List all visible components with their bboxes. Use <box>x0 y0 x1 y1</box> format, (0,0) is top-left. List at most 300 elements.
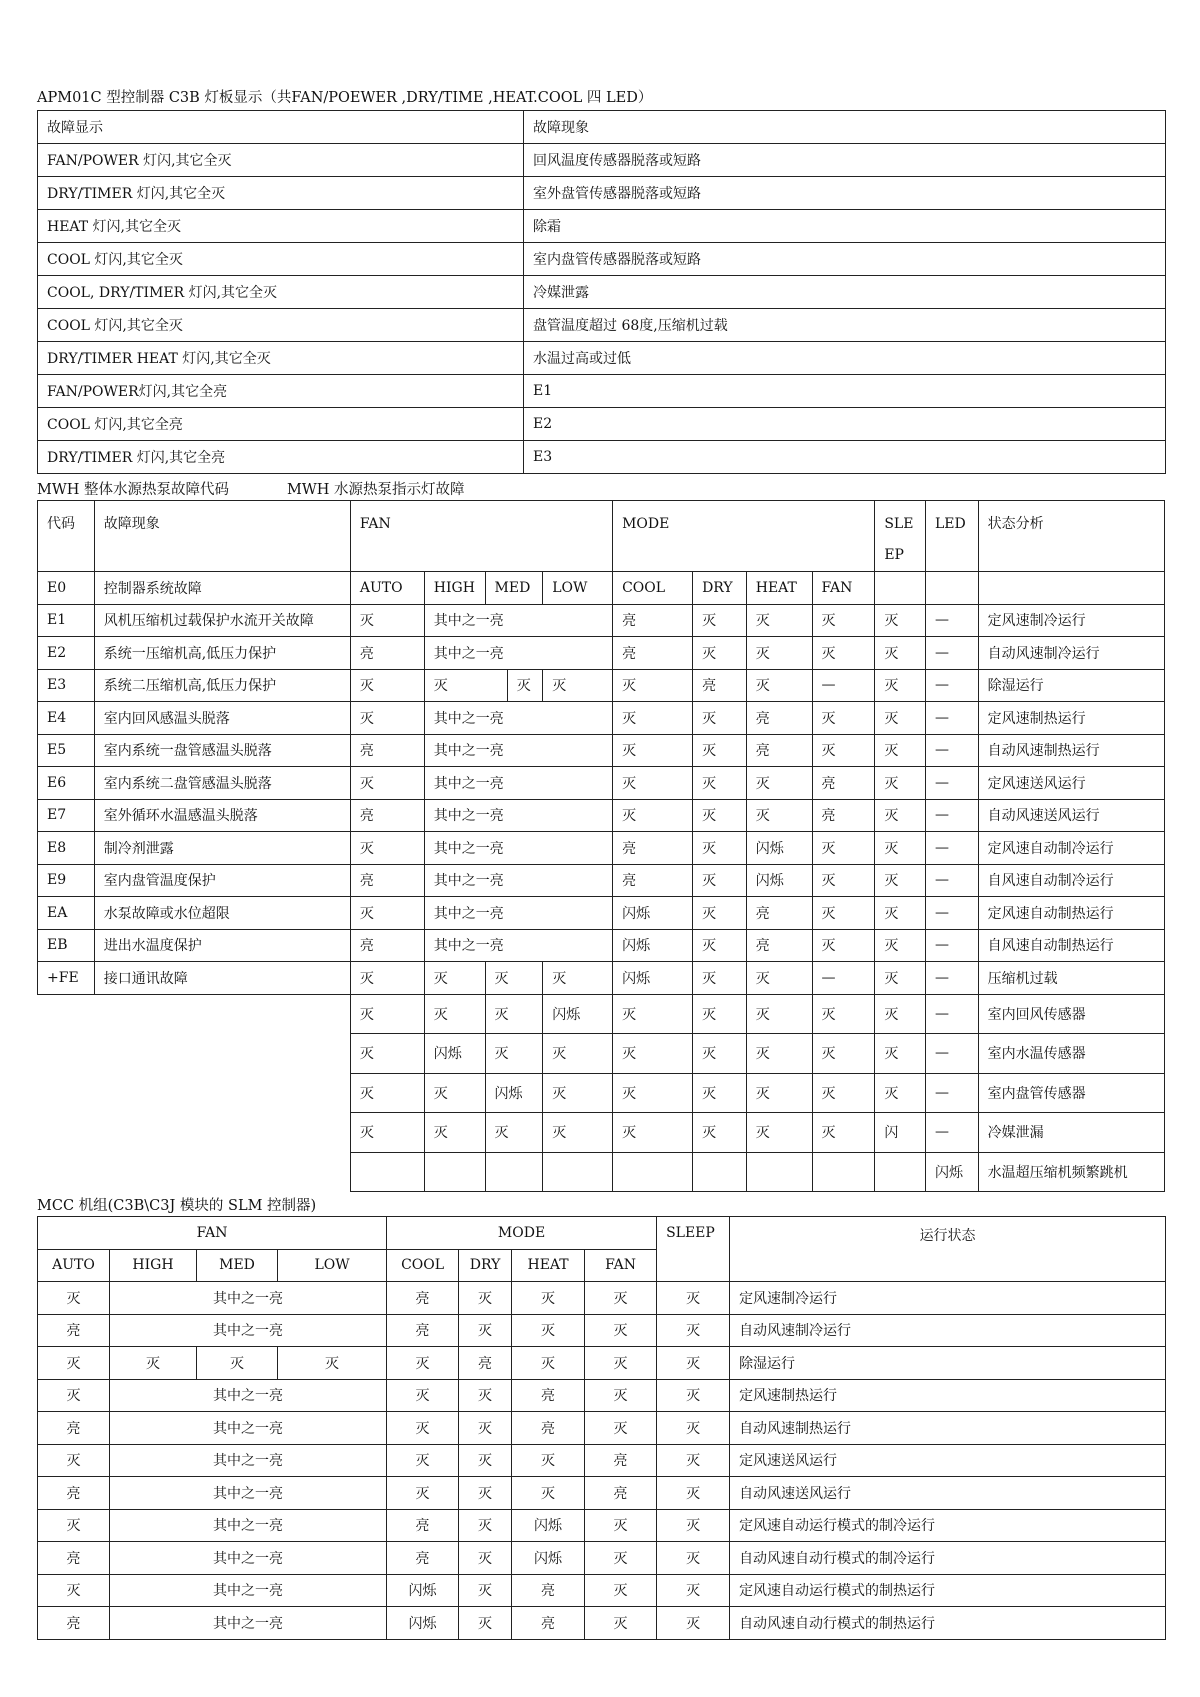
cell-code: E0 <box>38 572 95 605</box>
cell-mode-dry: 灭 <box>459 1574 512 1607</box>
cell-mode-dry: 灭 <box>459 1379 512 1412</box>
cell-mode-dry: 灭 <box>693 832 747 865</box>
cell-code: +FE <box>38 962 95 995</box>
cell-fault-phenomenon: 水温过高或过低 <box>524 342 1166 375</box>
cell-sleep: 灭 <box>875 1034 926 1074</box>
cell-mode-cool: 灭 <box>613 669 693 702</box>
table-header-row <box>38 111 1166 144</box>
cell-fan-speed: 其中之一亮 <box>110 1412 387 1445</box>
cell-status: 定风速制冷运行 <box>730 1282 1166 1315</box>
cell-fan-speed: 其中之一亮 <box>110 1542 387 1575</box>
table-row <box>38 994 1165 1034</box>
mcc-status-table <box>37 1216 1166 1640</box>
cell-mode-fan: 灭 <box>812 1073 875 1113</box>
cell-fan-auto: 亮 <box>350 734 424 767</box>
sub-header-med: MED <box>485 572 543 605</box>
col-header-fault-phenomenon: 故障现象 <box>524 111 1166 144</box>
cell-mode-fan: 灭 <box>812 994 875 1034</box>
cell-led: — <box>925 864 978 897</box>
table-row <box>38 962 1165 995</box>
cell-analysis: 自风速自动制热运行 <box>978 929 1164 962</box>
sub-header-heat: HEAT <box>512 1249 585 1282</box>
cell-fan-low: 闪烁 <box>543 994 613 1034</box>
cell-mode-fan: — <box>812 669 875 702</box>
cell-phenomenon: 制冷剂泄露 <box>94 832 350 865</box>
col-header-fault-display: 故障显示 <box>38 111 524 144</box>
cell-fault-display: COOL 灯闪,其它全亮 <box>38 408 524 441</box>
cell-sleep: 灭 <box>875 669 926 702</box>
cell-mode-heat: 灭 <box>512 1444 585 1477</box>
sub-header-dry: DRY <box>459 1249 512 1282</box>
table-row <box>38 1607 1166 1640</box>
cell-mode-heat: 灭 <box>746 767 812 800</box>
cell-mode-fan: 灭 <box>585 1509 657 1542</box>
cell-code: E2 <box>38 637 95 670</box>
table-row <box>38 604 1165 637</box>
sub-header-auto: AUTO <box>38 1249 110 1282</box>
cell-fan-auto: 亮 <box>350 799 424 832</box>
cell-mode-cool: 亮 <box>387 1314 459 1347</box>
cell-code: E3 <box>38 669 95 702</box>
cell-mode-cool <box>613 1152 693 1192</box>
col-header-status: 运行状态 <box>730 1217 1166 1282</box>
cell-sleep: 灭 <box>875 637 926 670</box>
cell-fan-auto: 灭 <box>350 604 424 637</box>
cell-mode-dry: 灭 <box>693 1073 747 1113</box>
cell-analysis: 定风速送风运行 <box>978 767 1164 800</box>
cell-mode-heat: 亮 <box>746 897 812 930</box>
cell-mode-fan: 灭 <box>585 1542 657 1575</box>
cell-code: EA <box>38 897 95 930</box>
table-row <box>38 1282 1166 1315</box>
cell-mode-cool: 亮 <box>613 832 693 865</box>
cell-mode-dry: 灭 <box>693 702 747 735</box>
cell-mode-fan: 灭 <box>812 1034 875 1074</box>
cell-mode-dry: 灭 <box>693 734 747 767</box>
col-header-sleep: SLEEP <box>657 1217 730 1282</box>
cell-code: EB <box>38 929 95 962</box>
cell-mode-dry: 灭 <box>693 799 747 832</box>
cell-mode-fan: 灭 <box>812 832 875 865</box>
cell-mode-heat: 灭 <box>746 1034 812 1074</box>
col-header-led: LED <box>925 501 978 572</box>
cell-fan-speed: 其中之一亮 <box>110 1444 387 1477</box>
cell-phenomenon: 室外循环水温感温头脱落 <box>94 799 350 832</box>
cell-phenomenon: 系统二压缩机高,低压力保护 <box>94 669 350 702</box>
cell-sleep: 灭 <box>657 1347 730 1380</box>
cell-fan-speed: 其中之一亮 <box>110 1607 387 1640</box>
table-row <box>38 309 1166 342</box>
table-row <box>38 864 1165 897</box>
cell-sleep: 灭 <box>875 832 926 865</box>
cell-fault-display: COOL 灯闪,其它全灭 <box>38 243 524 276</box>
cell-sleep: 灭 <box>875 734 926 767</box>
cell-phenomenon: 进出水温度保护 <box>94 929 350 962</box>
cell-mode-fan: 灭 <box>812 702 875 735</box>
cell-mode-heat: 闪烁 <box>512 1542 585 1575</box>
cell-led: — <box>925 702 978 735</box>
cell-fan-auto: 灭 <box>350 1113 424 1153</box>
cell-fan-low: 灭 <box>543 669 613 702</box>
table-row <box>38 441 1166 474</box>
cell-analysis: 室内回风传感器 <box>978 994 1164 1034</box>
cell-fan-low <box>543 1152 613 1192</box>
cell-status: 定风速自动运行模式的制热运行 <box>730 1574 1166 1607</box>
cell-fan-low: 灭 <box>543 1073 613 1113</box>
cell-blank <box>38 1152 95 1192</box>
cell-led: — <box>925 767 978 800</box>
cell-fault-phenomenon: 盘管温度超过 68度,压缩机过载 <box>524 309 1166 342</box>
table-header-row <box>38 1217 1166 1250</box>
table-row <box>38 799 1165 832</box>
cell-fan-med: 闪烁 <box>485 1073 543 1113</box>
col-header-fan: FAN <box>38 1217 387 1250</box>
cell-led: — <box>925 994 978 1034</box>
cell-fan-auto: 灭 <box>350 767 424 800</box>
cell-phenomenon: 室内盘管温度保护 <box>94 864 350 897</box>
cell-analysis: 冷媒泄漏 <box>978 1113 1164 1153</box>
table-header-row <box>38 501 1165 572</box>
cell-empty <box>978 572 1164 605</box>
cell-mode-fan: 亮 <box>585 1477 657 1510</box>
cell-fan-auto: 亮 <box>350 864 424 897</box>
table-row <box>38 1347 1166 1380</box>
cell-blank <box>38 994 95 1034</box>
cell-fan-med: 灭 <box>485 1113 543 1153</box>
cell-phenomenon: 室内系统一盘管感温头脱落 <box>94 734 350 767</box>
cell-mode-fan: 灭 <box>812 929 875 962</box>
cell-mode-heat: 亮 <box>746 734 812 767</box>
table-row <box>38 1152 1165 1192</box>
cell-fan-low: 灭 <box>543 962 613 995</box>
cell-led: — <box>925 832 978 865</box>
cell-fan-auto: 亮 <box>38 1314 110 1347</box>
cell-fan-high: 灭 <box>110 1347 197 1380</box>
cell-fan-med: 灭 <box>485 1034 543 1074</box>
cell-fan-auto: 灭 <box>38 1347 110 1380</box>
cell-mode-fan: 灭 <box>812 604 875 637</box>
col-header-phenomenon: 故障现象 <box>94 501 350 572</box>
cell-fan-speed: 其中之一亮 <box>424 637 612 670</box>
section2-title: MWH 整体水源热泵故障代码 <box>37 482 230 498</box>
cell-mode-heat: 亮 <box>512 1379 585 1412</box>
cell-phenomenon: 接口通讯故障 <box>94 962 350 995</box>
cell-code: E6 <box>38 767 95 800</box>
cell-sleep: 灭 <box>875 962 926 995</box>
cell-sleep: 灭 <box>657 1574 730 1607</box>
cell-phenomenon: 系统一压缩机高,低压力保护 <box>94 637 350 670</box>
mwh-fault-code-table <box>37 500 1165 1192</box>
col-header-mode: MODE <box>387 1217 657 1250</box>
cell-mode-fan: 亮 <box>812 799 875 832</box>
cell-mode-cool: 亮 <box>387 1282 459 1315</box>
cell-mode-cool: 灭 <box>613 1113 693 1153</box>
cell-mode-dry: 灭 <box>459 1477 512 1510</box>
cell-mode-heat: 灭 <box>746 604 812 637</box>
cell-mode-cool: 灭 <box>613 734 693 767</box>
cell-sleep: 灭 <box>657 1509 730 1542</box>
cell-mode-cool: 闪烁 <box>387 1574 459 1607</box>
cell-fan-auto <box>350 1152 424 1192</box>
cell-phenomenon: 控制器系统故障 <box>94 572 350 605</box>
table-row <box>38 637 1165 670</box>
cell-analysis: 水温超压缩机频繁跳机 <box>978 1152 1164 1192</box>
cell-fault-display: DRY/TIMER 灯闪,其它全灭 <box>38 177 524 210</box>
table-row <box>38 669 1165 702</box>
table-row <box>38 144 1166 177</box>
cell-fault-display: HEAT 灯闪,其它全灭 <box>38 210 524 243</box>
cell-fan-speed: 其中之一亮 <box>424 604 612 637</box>
cell-fan-speed: 其中之一亮 <box>110 1477 387 1510</box>
cell-fault-phenomenon: E2 <box>524 408 1166 441</box>
cell-mode-heat: 亮 <box>746 702 812 735</box>
cell-blank <box>94 1034 350 1074</box>
cell-fan-auto: 灭 <box>350 669 424 702</box>
cell-led: — <box>925 897 978 930</box>
cell-mode-heat: 灭 <box>512 1347 585 1380</box>
cell-fan-auto: 灭 <box>350 1073 424 1113</box>
cell-mode-cool: 灭 <box>613 1073 693 1113</box>
cell-mode-heat: 亮 <box>512 1607 585 1640</box>
cell-fan-auto: 灭 <box>350 1034 424 1074</box>
cell-mode-heat: 亮 <box>512 1412 585 1445</box>
cell-mode-heat: 灭 <box>746 1113 812 1153</box>
table-row <box>38 342 1166 375</box>
table-row <box>38 1073 1165 1113</box>
cell-fan-auto: 灭 <box>350 994 424 1034</box>
cell-blank <box>94 1152 350 1192</box>
cell-mode-dry: 亮 <box>459 1347 512 1380</box>
cell-fan-speed: 其中之一亮 <box>424 897 612 930</box>
cell-mode-fan: 灭 <box>812 1113 875 1153</box>
cell-mode-cool: 灭 <box>387 1412 459 1445</box>
cell-fault-phenomenon: 室内盘管传感器脱落或短路 <box>524 243 1166 276</box>
cell-sleep: 闪 <box>875 1113 926 1153</box>
cell-mode-heat: 灭 <box>746 669 812 702</box>
cell-status: 自动风速制冷运行 <box>730 1314 1166 1347</box>
cell-mode-dry: 灭 <box>693 897 747 930</box>
cell-analysis: 定风速制热运行 <box>978 702 1164 735</box>
sub-header-fan: FAN <box>585 1249 657 1282</box>
cell-mode-fan: 亮 <box>812 767 875 800</box>
sub-header-auto: AUTO <box>350 572 424 605</box>
cell-fan-auto: 灭 <box>38 1379 110 1412</box>
cell-mode-cool: 亮 <box>613 864 693 897</box>
col-header-fan: FAN <box>350 501 612 572</box>
cell-blank <box>94 1113 350 1153</box>
cell-mode-fan: 灭 <box>812 734 875 767</box>
cell-sleep: 灭 <box>875 767 926 800</box>
cell-fault-display: DRY/TIMER HEAT 灯闪,其它全灭 <box>38 342 524 375</box>
cell-sleep <box>875 1152 926 1192</box>
sub-header-med: MED <box>197 1249 278 1282</box>
cell-led: — <box>925 962 978 995</box>
table-row <box>38 1034 1165 1074</box>
cell-mode-cool: 灭 <box>613 702 693 735</box>
cell-phenomenon: 室内系统二盘管感温头脱落 <box>94 767 350 800</box>
cell-fault-phenomenon: E1 <box>524 375 1166 408</box>
cell-fault-display: FAN/POWER灯闪,其它全亮 <box>38 375 524 408</box>
table-row <box>38 702 1165 735</box>
cell-fan-auto: 亮 <box>38 1542 110 1575</box>
table-row <box>38 897 1165 930</box>
cell-led: — <box>925 734 978 767</box>
cell-mode-fan: 灭 <box>585 1574 657 1607</box>
cell-mode-heat: 灭 <box>512 1314 585 1347</box>
table-row <box>38 1412 1166 1445</box>
cell-mode-fan: 灭 <box>812 864 875 897</box>
cell-mode-heat <box>746 1152 812 1192</box>
cell-fault-display: COOL 灯闪,其它全灭 <box>38 309 524 342</box>
cell-mode-fan: 灭 <box>812 637 875 670</box>
cell-fan-auto: 灭 <box>350 832 424 865</box>
cell-fan-speed: 其中之一亮 <box>110 1509 387 1542</box>
cell-mode-heat: 亮 <box>512 1574 585 1607</box>
cell-status: 定风速送风运行 <box>730 1444 1166 1477</box>
table-row <box>38 767 1165 800</box>
cell-led: — <box>925 799 978 832</box>
cell-fan-auto: 亮 <box>38 1412 110 1445</box>
table-row <box>38 1113 1165 1153</box>
cell-analysis: 压缩机过载 <box>978 962 1164 995</box>
cell-mode-heat: 亮 <box>746 929 812 962</box>
cell-mode-dry: 灭 <box>693 864 747 897</box>
cell-sleep: 灭 <box>875 604 926 637</box>
cell-fan-low: 灭 <box>543 1034 613 1074</box>
cell-code: E5 <box>38 734 95 767</box>
cell-fan-low: 灭 <box>278 1347 387 1380</box>
cell-fan-auto: 亮 <box>38 1607 110 1640</box>
table-row <box>38 572 1165 605</box>
cell-mode-heat: 闪烁 <box>746 864 812 897</box>
cell-fan-med: 灭 <box>197 1347 278 1380</box>
cell-fan-auto: 灭 <box>38 1509 110 1542</box>
cell-mode-fan: 亮 <box>585 1444 657 1477</box>
cell-analysis: 自动风速制冷运行 <box>978 637 1164 670</box>
cell-mode-dry: 灭 <box>459 1444 512 1477</box>
cell-blank <box>38 1113 95 1153</box>
cell-analysis: 自风速自动制冷运行 <box>978 864 1164 897</box>
cell-fan-auto: 亮 <box>350 637 424 670</box>
table-row <box>38 832 1165 865</box>
cell-fault-phenomenon: 回风温度传感器脱落或短路 <box>524 144 1166 177</box>
sub-header-heat: HEAT <box>746 572 812 605</box>
cell-mode-fan: 灭 <box>585 1607 657 1640</box>
cell-fan-high: 灭 <box>424 994 485 1034</box>
col-header-mode: MODE <box>613 501 875 572</box>
cell-led: — <box>925 669 978 702</box>
cell-fan-speed: 其中之一亮 <box>424 929 612 962</box>
sub-header-low: LOW <box>543 572 613 605</box>
cell-phenomenon: 风机压缩机过载保护水流开关故障 <box>94 604 350 637</box>
cell-mode-dry: 灭 <box>459 1542 512 1575</box>
cell-analysis: 定风速自动制冷运行 <box>978 832 1164 865</box>
cell-mode-cool: 亮 <box>387 1542 459 1575</box>
cell-mode-cool: 亮 <box>613 637 693 670</box>
cell-mode-cool: 灭 <box>613 799 693 832</box>
table-row <box>38 1314 1166 1347</box>
table-row <box>38 210 1166 243</box>
cell-mode-dry: 灭 <box>459 1509 512 1542</box>
cell-fan-med: 灭 <box>507 669 542 702</box>
table-row <box>38 276 1166 309</box>
cell-status: 定风速自动运行模式的制冷运行 <box>730 1509 1166 1542</box>
cell-fault-phenomenon: 室外盘管传感器脱落或短路 <box>524 177 1166 210</box>
cell-mode-dry <box>693 1152 747 1192</box>
cell-status: 除湿运行 <box>730 1347 1166 1380</box>
cell-led: — <box>925 1113 978 1153</box>
cell-fan-speed: 其中之一亮 <box>110 1379 387 1412</box>
cell-status: 自动风速送风运行 <box>730 1477 1166 1510</box>
cell-mode-cool: 灭 <box>387 1477 459 1510</box>
cell-fan-high: 灭 <box>424 1113 485 1153</box>
table-row <box>38 1477 1166 1510</box>
cell-code: E4 <box>38 702 95 735</box>
section1-title: APM01C 型控制器 C3B 灯板显示（共FAN/POEWER ,DRY/TIME ,HEAT.COOL 四 LED） <box>37 90 653 106</box>
cell-empty <box>875 572 926 605</box>
cell-fan-speed: 其中之一亮 <box>110 1314 387 1347</box>
cell-mode-heat: 灭 <box>746 962 812 995</box>
cell-fan-high <box>424 1152 485 1192</box>
cell-mode-cool: 闪烁 <box>613 897 693 930</box>
cell-fan-auto: 灭 <box>38 1574 110 1607</box>
cell-sleep: 灭 <box>657 1379 730 1412</box>
table-row <box>38 1542 1166 1575</box>
cell-mode-cool: 灭 <box>387 1347 459 1380</box>
table-row <box>38 1444 1166 1477</box>
cell-sleep: 灭 <box>657 1444 730 1477</box>
cell-mode-dry: 灭 <box>693 929 747 962</box>
cell-code: E1 <box>38 604 95 637</box>
sub-header-dry: DRY <box>693 572 747 605</box>
cell-fan-speed: 其中之一亮 <box>424 734 612 767</box>
cell-analysis: 室内盘管传感器 <box>978 1073 1164 1113</box>
cell-fan-med: 灭 <box>485 962 543 995</box>
cell-mode-dry: 灭 <box>693 604 747 637</box>
table-row <box>38 408 1166 441</box>
cell-sleep: 灭 <box>657 1542 730 1575</box>
table-row <box>38 1379 1166 1412</box>
cell-led: — <box>925 1073 978 1113</box>
cell-mode-heat: 灭 <box>512 1477 585 1510</box>
cell-sleep: 灭 <box>657 1607 730 1640</box>
cell-mode-cool: 灭 <box>387 1379 459 1412</box>
cell-fan-auto: 亮 <box>38 1477 110 1510</box>
cell-mode-heat: 灭 <box>512 1282 585 1315</box>
cell-led: — <box>925 604 978 637</box>
cell-sleep: 灭 <box>657 1314 730 1347</box>
cell-empty <box>925 572 978 605</box>
cell-fault-display: FAN/POWER 灯闪,其它全灭 <box>38 144 524 177</box>
cell-fan-speed: 其中之一亮 <box>110 1282 387 1315</box>
cell-phenomenon: 水泵故障或水位超限 <box>94 897 350 930</box>
cell-mode-dry: 灭 <box>693 637 747 670</box>
cell-mode-cool: 灭 <box>613 994 693 1034</box>
cell-mode-cool: 灭 <box>613 767 693 800</box>
cell-mode-cool: 亮 <box>613 604 693 637</box>
cell-mode-heat: 灭 <box>746 994 812 1034</box>
sub-header-cool: COOL <box>387 1249 459 1282</box>
sub-header-low: LOW <box>278 1249 387 1282</box>
cell-analysis: 除湿运行 <box>978 669 1164 702</box>
cell-mode-fan: — <box>812 962 875 995</box>
cell-mode-cool: 灭 <box>613 1034 693 1074</box>
cell-mode-fan: 灭 <box>585 1282 657 1315</box>
cell-mode-cool: 闪烁 <box>387 1607 459 1640</box>
cell-sleep: 灭 <box>875 799 926 832</box>
cell-fault-phenomenon: 冷媒泄露 <box>524 276 1166 309</box>
cell-led: — <box>925 637 978 670</box>
